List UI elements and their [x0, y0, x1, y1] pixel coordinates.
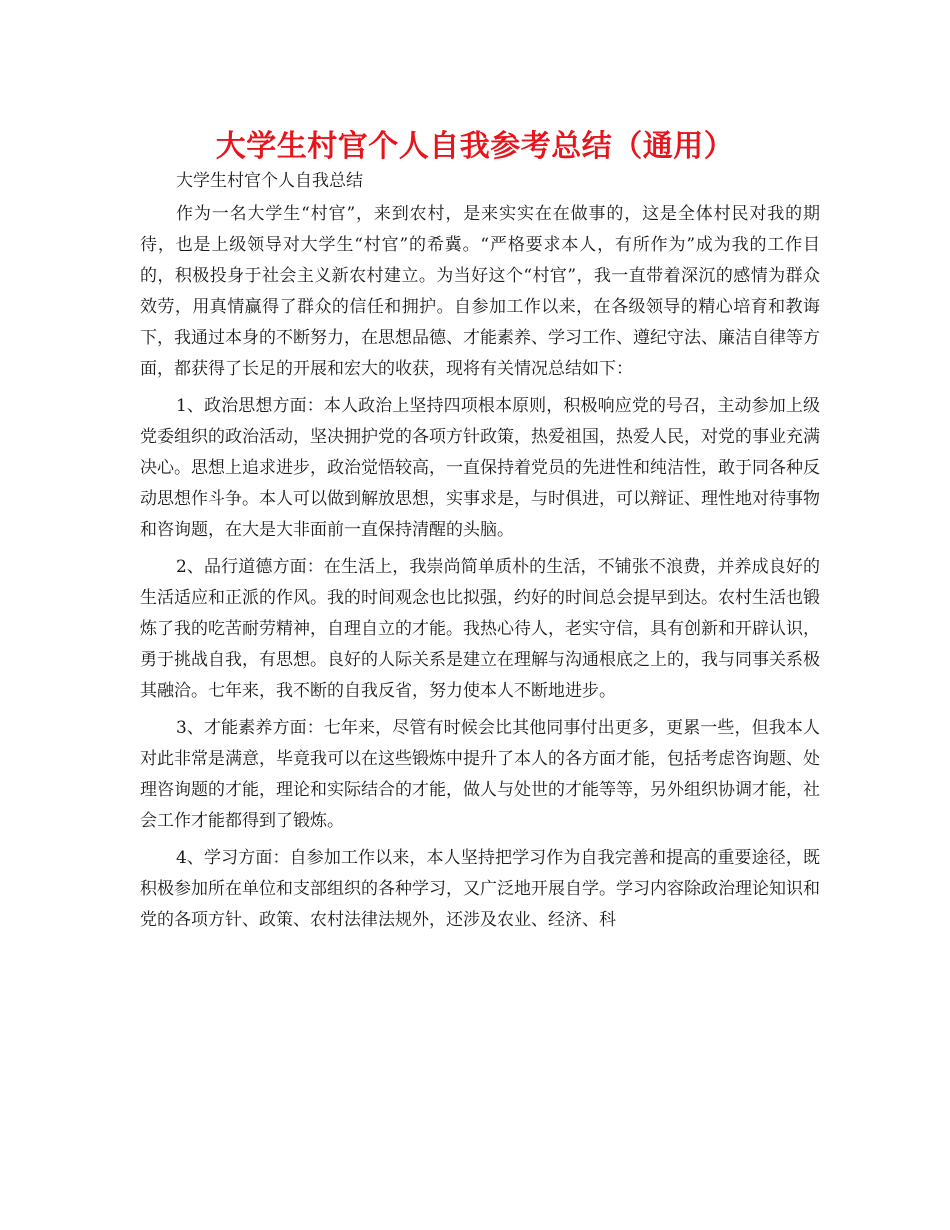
paragraph-moral-conduct: 2、品行道德方面：在生活上，我崇尚简单质朴的生活，不铺张不浪费，并养成良好的生活适应和正派的作风。我的时间观念也比拟强，约好的时间总会提早到达。农村生活也锻炼了我的吃苦耐劳精神，自理自立的才能。我热心待人，老实守信，具有创新和开辟认识，勇于挑战自我，有思想。良好的人际关系是建立在理解与沟通根底之上的，我与同事关系极其融洽。七年来，我不断的自我反省，努力使本人不断地进步。: [140, 557, 820, 701]
paragraph-subtitle: 大学生村官个人自我总结: [176, 171, 363, 191]
document-title: 大学生村官个人自我参考总结（通用）: [215, 129, 735, 164]
paragraph-study: 4、学习方面：自参加工作以来，本人坚持把学习作为自我完善和提高的重要途径，既积极参加所在单位和支部组织的各种学习，又广泛地开展自学。学习内容除政治理论知识和党的各项方针、政策、农村法律法规外，还涉及农业、经济、科: [140, 848, 820, 930]
paragraph-ability-quality: 3、才能素养方面：七年来，尽管有时候会比其他同事付出更多，更累一些，但我本人对此非常是满意，毕竟我可以在这些锻炼中提升了本人的各方面才能，包括考虑咨询题、处理咨询题的才能，理论和实际结合的才能，做人与处世的才能等等，另外组织协调才能，社会工作才能都得到了锻炼。: [140, 718, 820, 831]
paragraph-political-thought: 1、政治思想方面：本人政治上坚持四项根本原则，积极响应党的号召，主动参加上级党委组织的政治活动，坚决拥护党的各项方针政策，热爱祖国，热爱人民，对党的事业充满决心。思想上追求进步，政治觉悟较高，一直保持着党员的先进性和纯洁性，敢于同各种反动思想作斗争。本人可以做到解放思想，实事求是，与时俱进，可以辩证、理性地对待事物和咨询题，在大是大非面前一直保持清醒的头脑。: [140, 396, 820, 540]
document-body: [140, 166, 820, 936]
paragraph-intro: 作为一名大学生“村官”，来到农村，是来实实在在做事的，这是全体村民对我的期待，也是上级领导对大学生“村官”的希冀。“严格要求本人，有所作为”成为我的工作目的，积极投身于社会主义新农村建立。为当好这个“村官”，我一直带着深沉的感情为群众效劳，用真情赢得了群众的信任和拥护。自参加工作以来，在各级领导的精心培育和教诲下，我通过本身的不断努力，在思想品德、才能素养、学习工作、遵纪守法、廉洁自律等方面，都获得了长足的开展和宏大的收获，现将有关情况总结如下：: [140, 204, 820, 379]
